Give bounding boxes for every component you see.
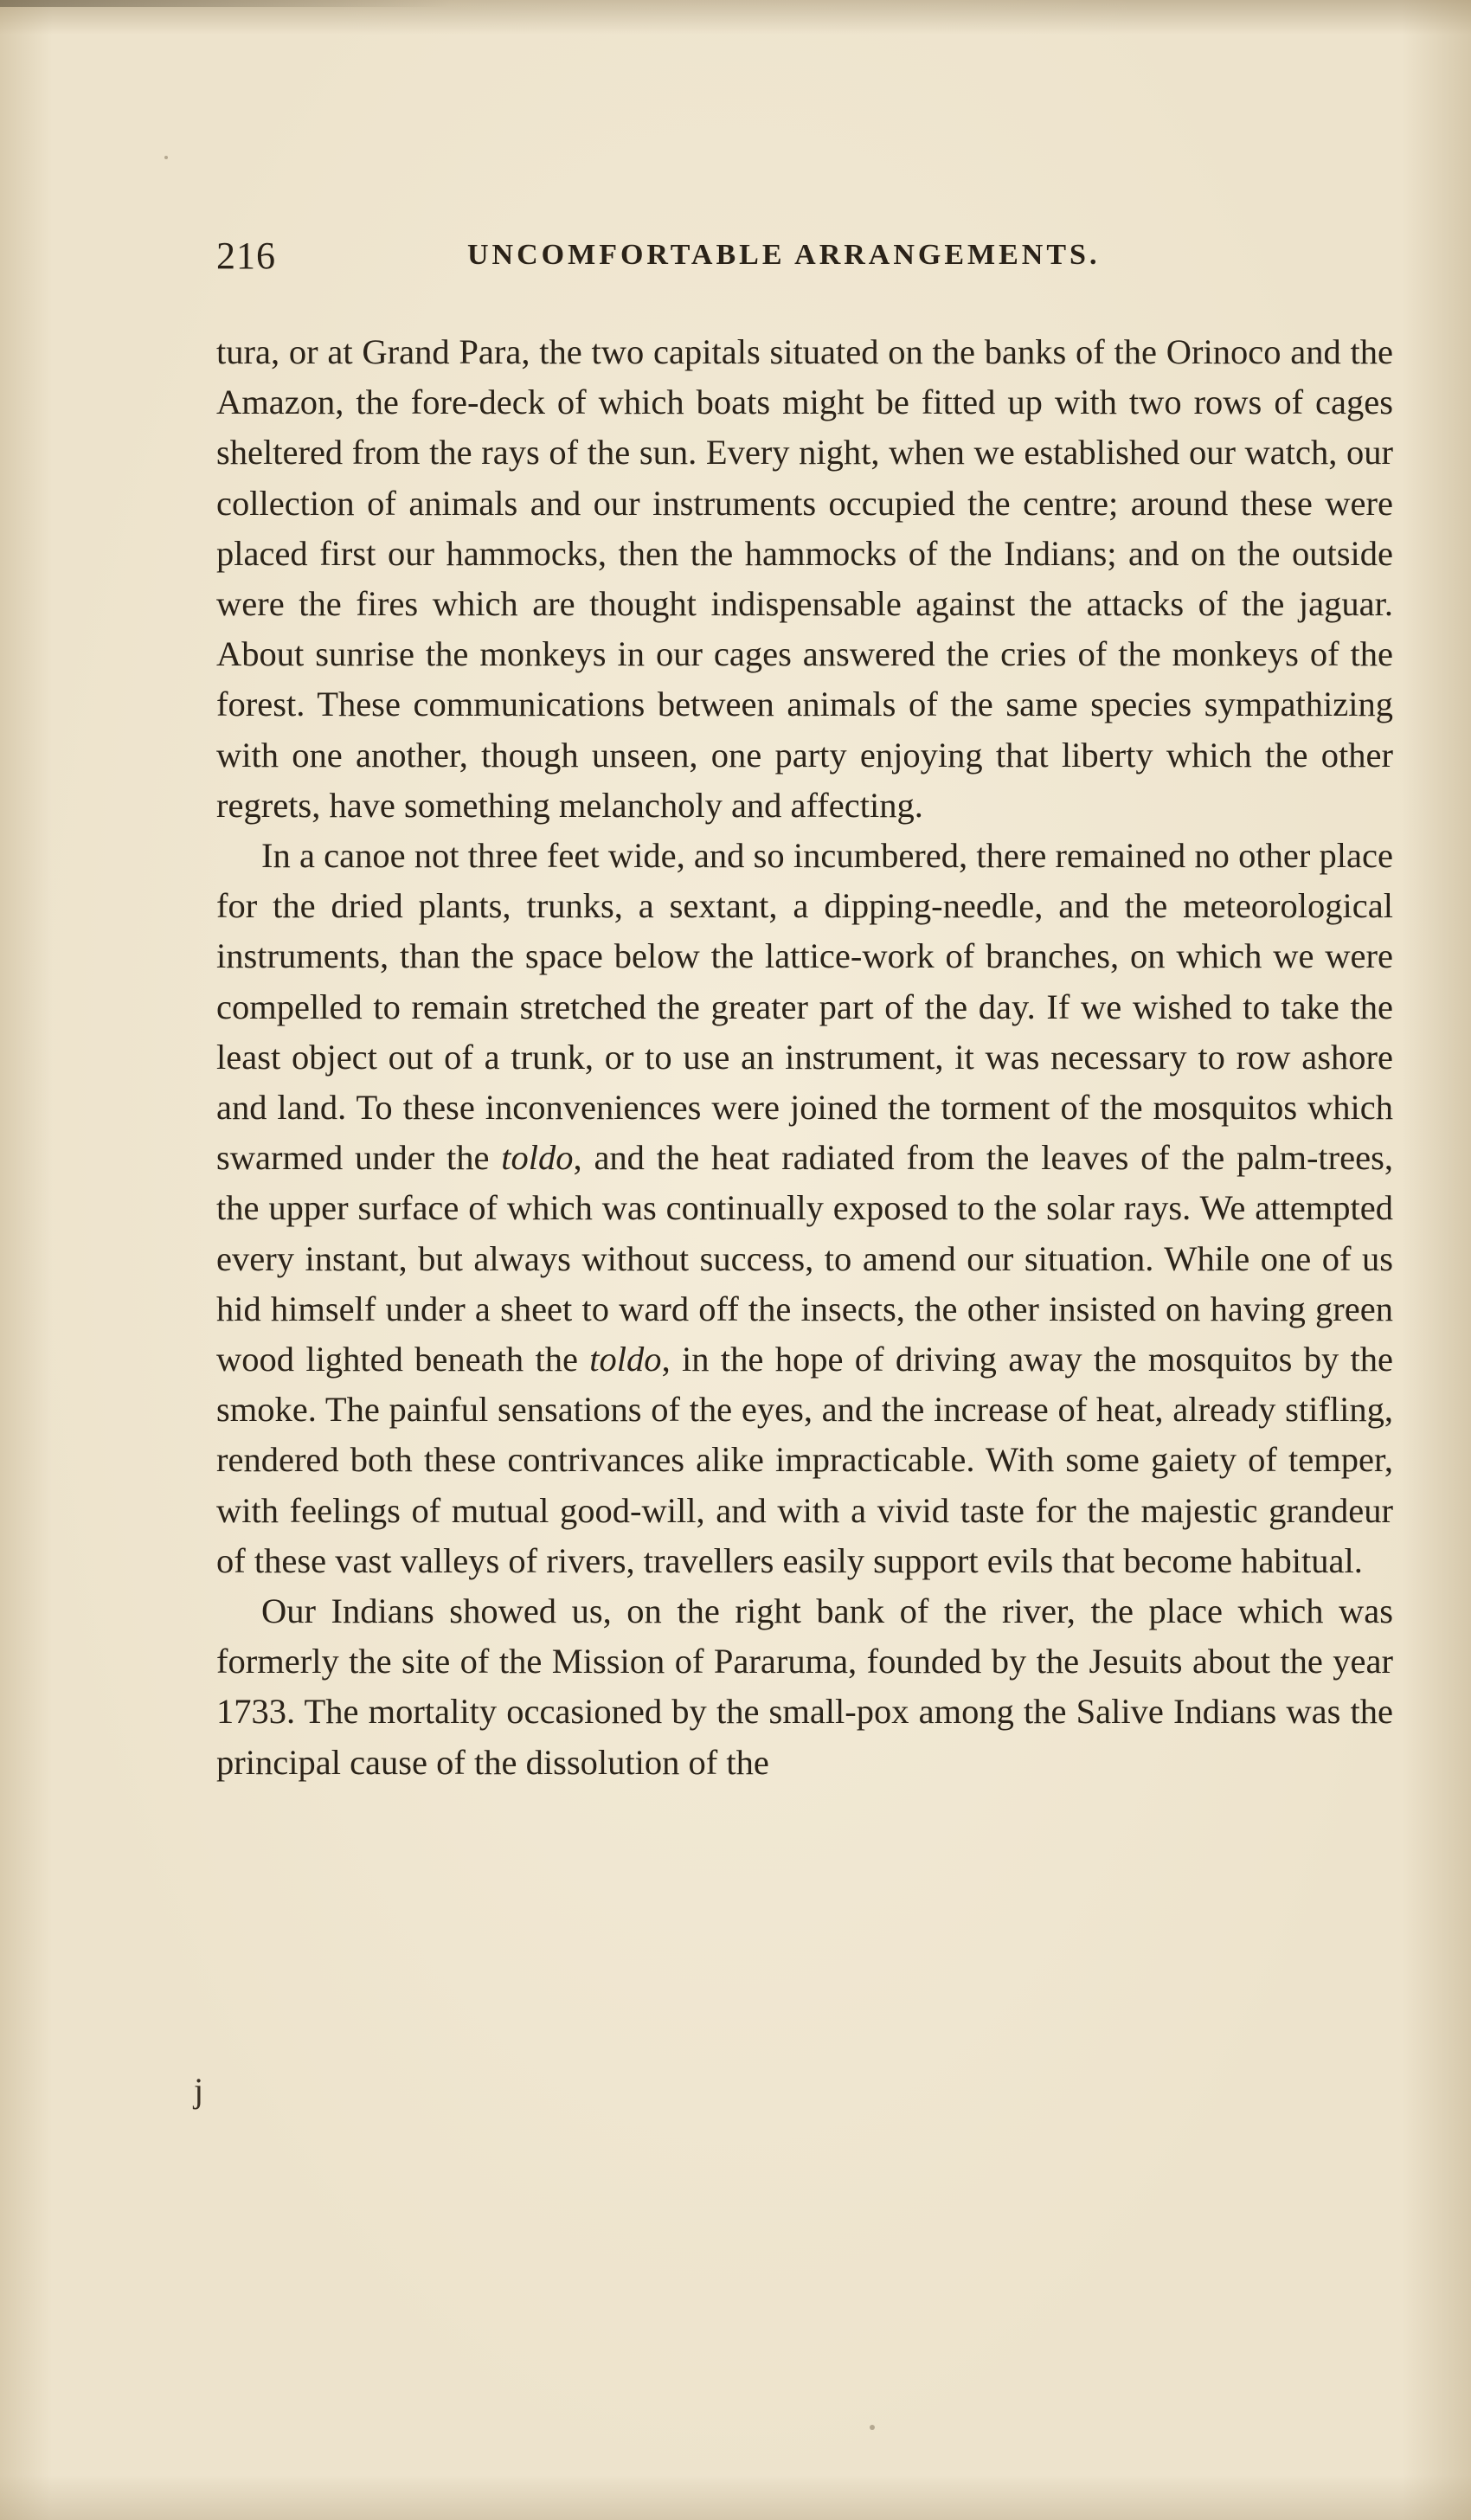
- page-number: 216: [216, 235, 276, 277]
- paragraph-2-part-a: In a canoe not three feet wide, and so incumbered, there remained no other place for the dried plants, trunks, a sextant, a dipping-needle, and the meteorological instruments, than the space below the lattice-work of branches, on which we were compelled to remain stretched the greater part of the day. If we wished to take the least object out of a trunk, or to use an instrument, it was necessary to row ashore and land. To these inconveniences were joined the torment of the mosquitos which swarmed under the: [216, 836, 1393, 1178]
- paper-speck: [164, 156, 168, 159]
- paragraph-1: tura, or at Grand Para, the two capitals situated on the banks of the Orinoco and the Amazon, the fore-deck of which boats might be fitted up with two rows of cages sheltered from the rays of the sun. Every night, when we established our watch, our collection of animals and our instruments occupied the centre; around these were placed first our hammocks, then the hammocks of the Indians; and on the outside were the fires which are thought indispensable against the attacks of the jaguar. About sunrise the monkeys in our cages answered the cries of the monkeys of the forest. These communications between animals of the same species sympathizing with one another, though unseen, one party enjoying that liberty which the other regrets, have something melancholy and affecting.: [216, 332, 1393, 825]
- paper-speck: [870, 2425, 875, 2430]
- margin-pencil-mark: j: [194, 2071, 204, 2110]
- page-header: [216, 234, 1393, 286]
- italic-term-toldo-1: toldo: [501, 1138, 574, 1178]
- paragraph-2-part-b: , and the heat radiated from the leaves of the palm-trees, the upper surface of which was continually exposed to the solar rays. We attempted every instant, but always without success, to amend our situation. While one of us hid himself under a sheet to ward off the insects, the other insisted on having green wood lighted beneath the: [216, 1138, 1394, 1379]
- paragraph-3: Our Indians showed us, on the right bank of the river, the place which was formerly the site of the Mission of Pararuma, founded by the Jesuits about the year 1733. The mortality occasioned by the small-pox among the Salive Indians was the principal cause of the dissolution of the: [216, 1591, 1393, 1782]
- paragraph-2-part-c: , in the hope of driving away the mosquitos by the smoke. The painful sensations of the eyes, and the increase of heat, already stifling, rendered both these contrivances alike impracticable. With some gaiety of temper, with feelings of mutual good-will, and with a vivid taste for the majestic grandeur of these vast valleys of rivers, travellers easily support evils that become habitual.: [216, 1340, 1394, 1580]
- page-edge-shadow: [0, 0, 450, 7]
- running-head: UNCOMFORTABLE ARRANGEMENTS.: [467, 239, 1101, 271]
- body-text: [216, 327, 1393, 1788]
- italic-term-toldo-2: toldo: [589, 1340, 662, 1379]
- paragraph-2: [216, 831, 1393, 1586]
